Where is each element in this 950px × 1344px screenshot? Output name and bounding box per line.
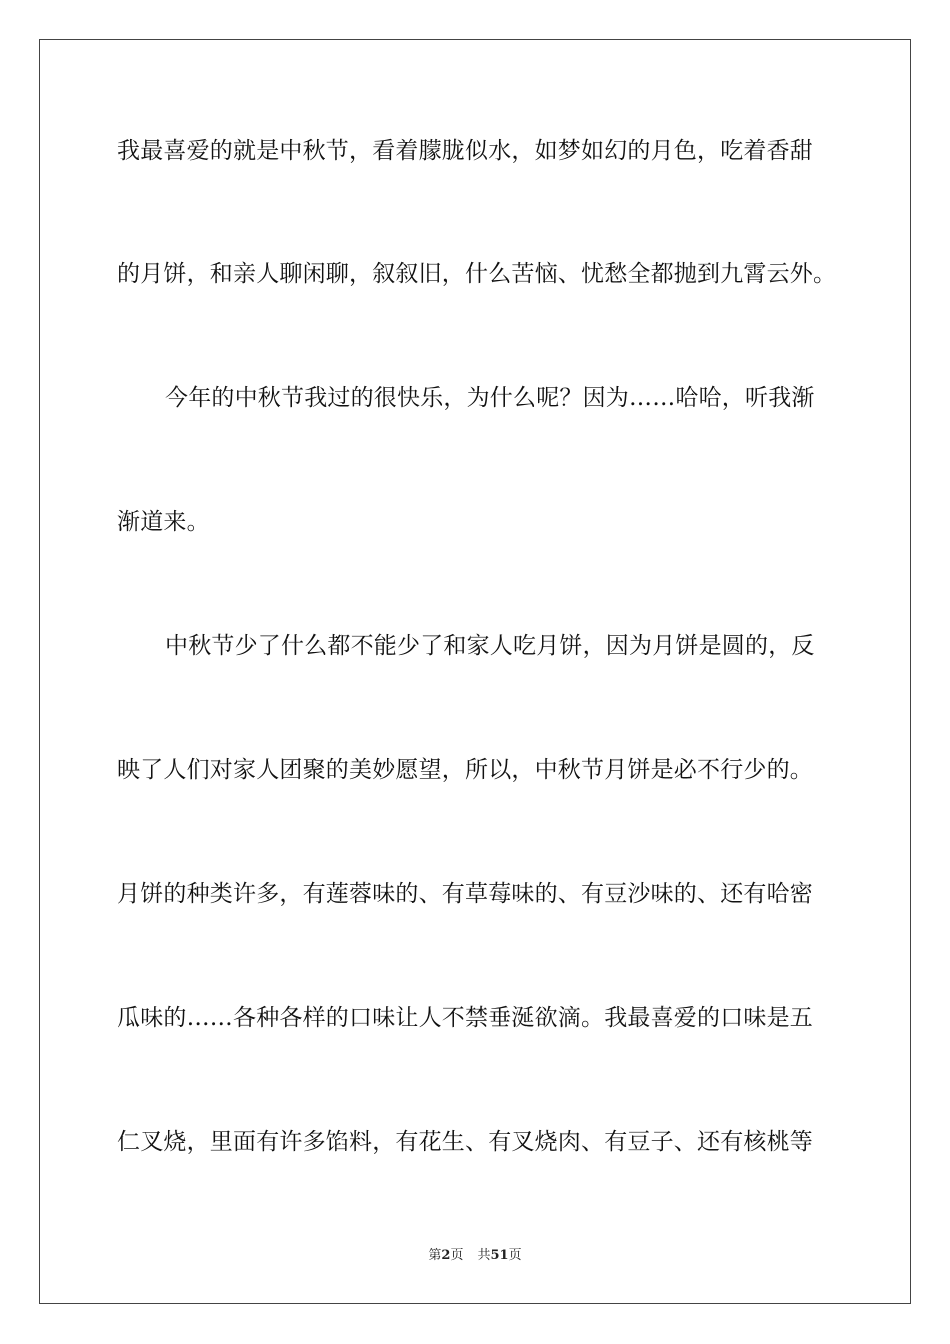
page-prefix: 第: [428, 1248, 442, 1263]
total-prefix: 共: [477, 1248, 491, 1263]
text-line: 今年的中秋节我过的很快乐，为什么呢？因为……哈哈，听我渐: [165, 385, 815, 411]
text-line: 仁叉烧，里面有许多馅料，有花生、有叉烧肉、有豆子、还有核桃等: [117, 1129, 813, 1155]
text-line: 瓜味的……各种各样的口味让人不禁垂涎欲滴。我最喜爱的口味是五: [117, 1005, 813, 1031]
text-line: 我最喜爱的就是中秋节，看着朦胧似水，如梦如幻的月色，吃着香甜: [117, 138, 813, 164]
total-suffix: 页: [508, 1248, 522, 1263]
text-line: 渐道来。: [117, 509, 210, 535]
page-footer: [0, 1247, 950, 1265]
total-pages: 51: [490, 1248, 509, 1263]
page-suffix: 页: [450, 1248, 464, 1263]
text-line: 中秋节少了什么都不能少了和家人吃月饼，因为月饼是圆的，反: [165, 633, 815, 659]
text-line: 月饼的种类许多，有莲蓉味的、有草莓味的、有豆沙味的、还有哈密: [117, 881, 813, 907]
text-line: 的月饼，和亲人聊闲聊，叙叙旧，什么苦恼、忧愁全都抛到九霄云外。: [117, 261, 837, 287]
page-border: [39, 39, 911, 1304]
page-number: 2: [441, 1248, 451, 1263]
text-line: 映了人们对家人团聚的美妙愿望，所以，中秋节月饼是必不行少的。: [117, 757, 813, 783]
